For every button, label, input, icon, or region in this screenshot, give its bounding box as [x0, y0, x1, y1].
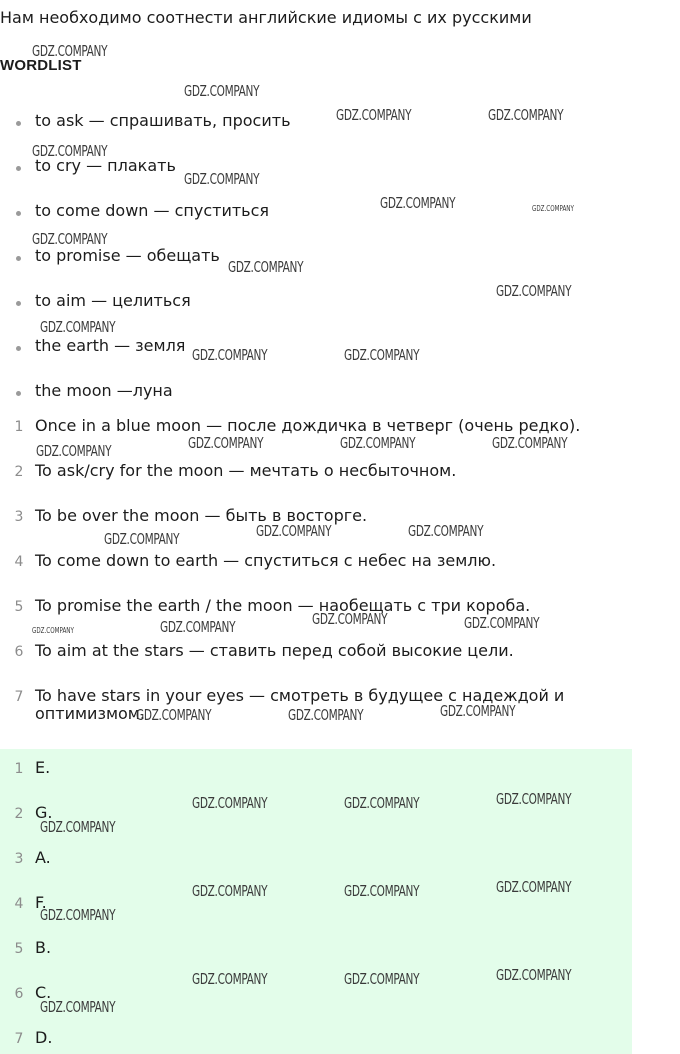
watermark: GDZ.COMPANY	[488, 106, 564, 124]
watermark: GDZ.COMPANY	[344, 346, 420, 364]
idiom-item: 3 To be over the moon — быть в восторге.	[14, 506, 368, 525]
watermark: GDZ.COMPANY	[40, 998, 116, 1016]
answer-item: 3 A.	[14, 848, 51, 867]
watermark: GDZ.COMPANY	[192, 970, 268, 988]
wordlist-item: the earth — земля	[0, 337, 632, 361]
watermark: GDZ.COMPANY	[336, 106, 412, 124]
watermark: GDZ.COMPANY	[496, 878, 572, 896]
watermark: GDZ.COMPANY	[312, 610, 388, 628]
answer-item: 2 G.	[14, 803, 53, 822]
watermark: GDZ.COMPANY	[496, 282, 572, 300]
intro-text: Нам необходимо соотнести английские идиомы с их русскими	[0, 8, 532, 27]
bullet-dot	[16, 346, 21, 351]
watermark: GDZ.COMPANY	[160, 618, 236, 636]
watermark: GDZ.COMPANY	[228, 258, 304, 276]
bullet-dot	[16, 211, 21, 216]
wordlist-item: to ask — спрашивать, просить	[0, 112, 632, 136]
watermark: GDZ.COMPANY	[32, 42, 108, 60]
idiom-item: 6 To aim at the stars — ставить перед собой высокие цели.	[14, 641, 514, 660]
watermark: GDZ.COMPANY	[192, 794, 268, 812]
watermark: GDZ.COMPANY	[32, 230, 108, 248]
watermark: GDZ.COMPANY	[440, 702, 516, 720]
watermark: GDZ.COMPANY	[532, 204, 574, 213]
bullet-dot	[16, 121, 21, 126]
watermark: GDZ.COMPANY	[344, 794, 420, 812]
watermark: GDZ.COMPANY	[40, 818, 116, 836]
idiom-item: 7 To have stars in your eyes — смотреть в будущее с надеждой и оптимизмом.	[14, 686, 565, 723]
bullet-dot	[16, 166, 21, 171]
wordlist-item: to promise — обещать	[0, 247, 632, 271]
wordlist-item: to aim — целиться	[0, 292, 632, 316]
watermark: GDZ.COMPANY	[192, 346, 268, 364]
watermark: GDZ.COMPANY	[408, 522, 484, 540]
bullet-dot	[16, 391, 21, 396]
wordlist-item: to cry — плакать	[0, 157, 632, 181]
watermark: GDZ.COMPANY	[184, 170, 260, 188]
answer-item: 1 E.	[14, 758, 51, 777]
watermark: GDZ.COMPANY	[256, 522, 332, 540]
idiom-item: 1 Once in a blue moon — после дождичка в четверг (очень редко).	[14, 416, 581, 435]
watermark: GDZ.COMPANY	[344, 882, 420, 900]
idiom-item: 5 To promise the earth / the moon — наобещать с три короба.	[14, 596, 531, 615]
watermark: GDZ.COMPANY	[192, 882, 268, 900]
bullet-dot	[16, 256, 21, 261]
watermark: GDZ.COMPANY	[104, 530, 180, 548]
wordlist-item: to come down — спуститься	[0, 202, 632, 226]
bullet-dot	[16, 301, 21, 306]
watermark: GDZ.COMPANY	[188, 434, 264, 452]
idiom-item: 2 To ask/cry for the moon — мечтать о несбыточном.	[14, 461, 457, 480]
watermark: GDZ.COMPANY	[340, 434, 416, 452]
answer-item: 5 B.	[14, 938, 52, 957]
watermark: GDZ.COMPANY	[40, 906, 116, 924]
watermark: GDZ.COMPANY	[344, 970, 420, 988]
answer-item: 7 D.	[14, 1028, 53, 1047]
watermark: GDZ.COMPANY	[380, 194, 456, 212]
watermark: GDZ.COMPANY	[496, 790, 572, 808]
watermark: GDZ.COMPANY	[464, 614, 540, 632]
wordlist-heading: WORDLIST	[0, 57, 82, 74]
answer-item: 6 C.	[14, 983, 52, 1002]
watermark: GDZ.COMPANY	[184, 82, 260, 100]
watermark: GDZ.COMPANY	[40, 318, 116, 336]
watermark: GDZ.COMPANY	[136, 706, 212, 724]
watermark: GDZ.COMPANY	[496, 966, 572, 984]
wordlist-item: the moon —луна	[0, 382, 632, 406]
idiom-item: 4 To come down to earth — спуститься с небес на землю.	[14, 551, 497, 570]
watermark: GDZ.COMPANY	[32, 626, 74, 635]
answer-item: 4 F.	[14, 893, 47, 912]
watermark: GDZ.COMPANY	[492, 434, 568, 452]
watermark: GDZ.COMPANY	[32, 142, 108, 160]
watermark: GDZ.COMPANY	[36, 442, 112, 460]
watermark: GDZ.COMPANY	[288, 706, 364, 724]
